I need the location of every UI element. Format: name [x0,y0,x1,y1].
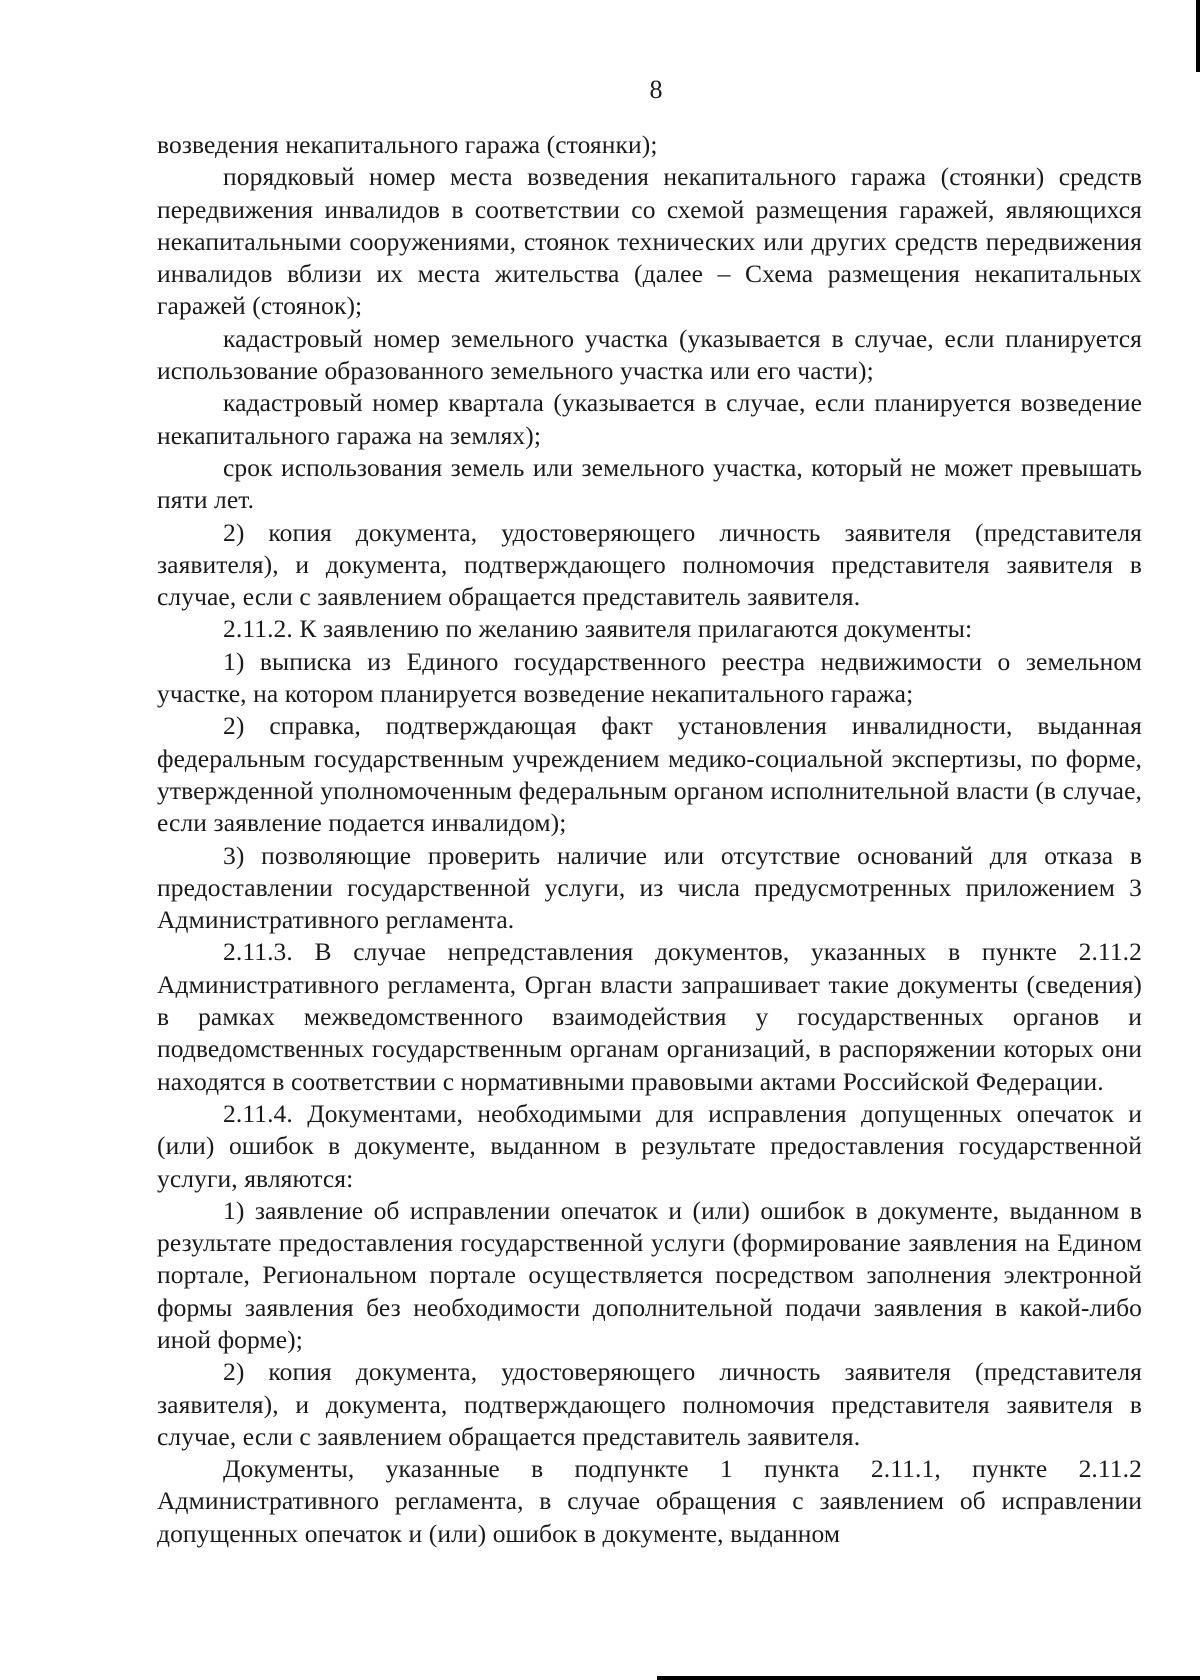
paragraph-2-11-2: 2.11.2. К заявлению по желанию заявителя прилагаются документы: [223,614,973,644]
paragraph-2-11-3: 2.11.3. В случае непредставления документов, указанных в пункте 2.11.2 Административного регламента, Орган власти запрашивает такие документы (сведения) в рамках межведомственного взаимодействия у государственных органов и подведомственных государственным органам организаций, в распоряжении которых они находятся в соответствии с нормативными правовыми актами Российской Федерации. [157,937,1142,1096]
scan-bottom-line [657,1676,1200,1680]
paragraph-cadastral-quarter-number: кадастровый номер квартала (указывается в случае, если планируется возведение некапитального гаража на землях); [157,388,1142,450]
paragraph-continuation: возведения некапитального гаража (стоянки); [157,130,658,159]
paragraph-identity-copy: 2) копия документа, удостоверяющего личность заявителя (представителя заявителя), и документа, подтверждающего полномочия представителя заявителя в случае, если с заявлением обращается представитель заявителя. [157,517,1142,612]
paragraph-correction-application: 1) заявление об исправлении опечаток и (или) ошибок в документе, выданном в результате предоставления государственной услуги (формирование заявления на Едином портале, Региональном портале осуществляется посредством заполнения электронной формы заявления без необходимости дополнительной подачи заявления в какой-либо иной форме); [157,1195,1142,1354]
paragraph-disability-certificate: 2) справка, подтверждающая факт установления инвалидности, выданная федеральным государственным учреждением медико-социальной экспертизы, по форме, утвержденной уполномоченным федеральным органом исполнительной власти (в случае, если заявление подается инвалидом); [157,711,1142,838]
paragraph-garage-place-number: порядковый номер места возведения некапитального гаража (стоянки) средств передвижения инвалидов в соответствии со схемой размещения гаражей, являющихся некапитальными сооружениями, стоянок технических или других средств передвижения инвалидов вблизи их места жительства (далее – Схема размещения некапитальных гаражей (стоянок); [157,162,1142,321]
paragraph-documents-specified: Документы, указанные в подпункте 1 пункта 2.11.1, пункте 2.11.2 Административного регламента, в случае обращения с заявлением об исправлении допущенных опечаток и (или) ошибок в документе, выданном [157,1454,1142,1548]
paragraph-usage-term: срок использования земель или земельного участка, который не может превышать пяти лет. [157,452,1142,515]
paragraph-2-11-4: 2.11.4. Документами, необходимыми для исправления допущенных опечаток и (или) ошибок в документе, выданном в результате предоставления государственной услуги, являются: [157,1098,1142,1193]
paragraph-refusal-grounds: 3) позволяющие проверить наличие или отсутствие оснований для отказа в предоставлении государственной услуги, из числа предусмотренных приложением 3 Административного регламента. [157,840,1142,935]
page-number: 8 [649,75,663,104]
scan-edge-mark [1196,0,1200,72]
document-body [157,129,1142,1550]
paragraph-registry-extract: 1) выписка из Единого государственного реестра недвижимости о земельном участке, на котором планируется возведение некапитального гаража; [157,646,1142,709]
paragraph-identity-copy-2: 2) копия документа, удостоверяющего личность заявителя (представителя заявителя), и документа, подтверждающего полномочия представителя заявителя в случае, если с заявлением обращается представитель заявителя. [157,1357,1142,1451]
paragraph-cadastral-land-number: кадастровый номер земельного участка (указывается в случае, если планируется использование образованного земельного участка или его части); [157,323,1142,386]
